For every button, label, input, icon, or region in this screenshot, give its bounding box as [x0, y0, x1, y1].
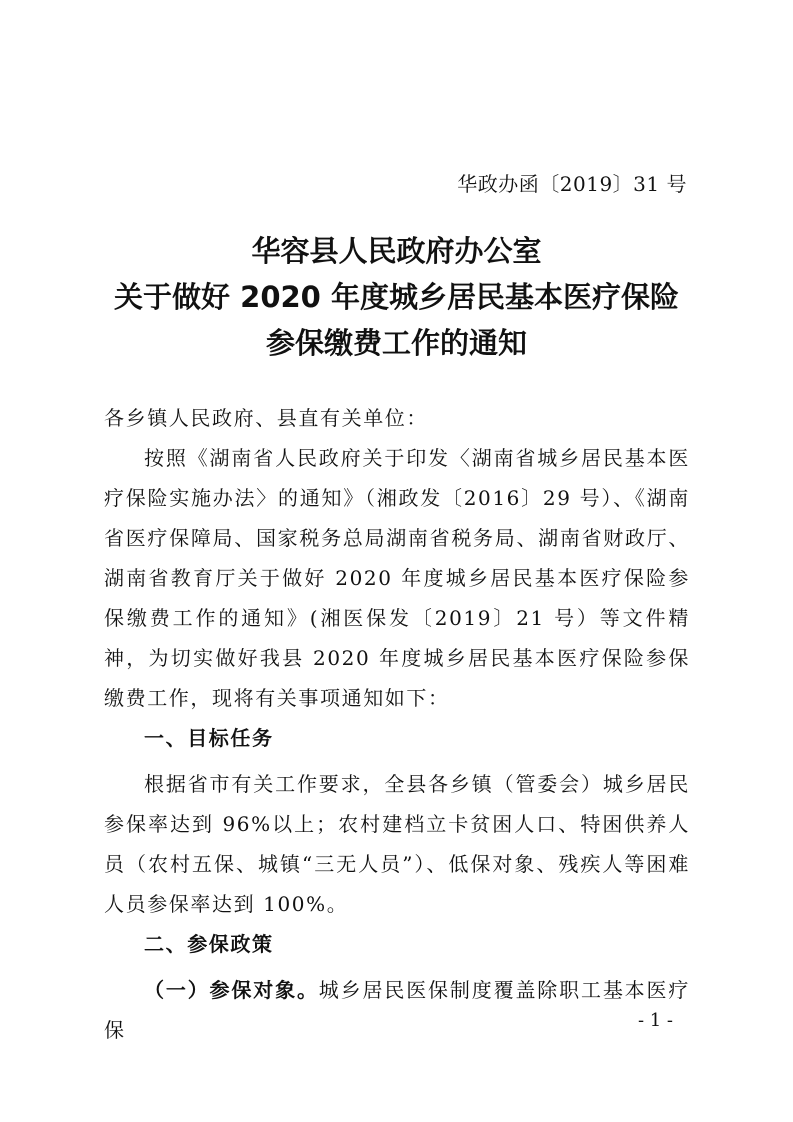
section-1-paragraph: 根据省市有关工作要求，全县各乡镇（管委会）城乡居民参保率达到 96%以上；农村建档立卡贫困人口、特困供养人员（农村五保、城镇“三无人员”）、低保对象、残疾人等困难人员参保率达到 100%。	[104, 772, 690, 916]
salutation: 各乡镇人民政府、县直有关单位：	[104, 406, 428, 430]
title-line-3: 参保缴费工作的通知	[265, 326, 527, 360]
intro-paragraph: 按照《湖南省人民政府关于印发〈湖南省城乡居民基本医疗保险实施办法〉的通知》（湘政发〔2016〕29 号）、《湖南省医疗保障局、国家税务总局湖南省税务局、湖南省财政厅、湖南省教育厅关于做好 2020 年度城乡居民基本医疗保险参保缴费工作的通知》(湘医保发〔2019〕21 号）等文件精神，为切实做好我县 2020 年度城乡居民基本医疗保险参保缴费工作，现将有关事项通知如下：	[104, 446, 690, 710]
document-body	[104, 398, 690, 1050]
section-2-heading: 二、参保政策	[144, 932, 274, 956]
section-2-item-1	[104, 970, 690, 1050]
document-number: 华政办函〔2019〕31 号	[457, 172, 687, 196]
title-line-1: 华容县人民政府办公室	[251, 234, 542, 268]
section-1-heading: 一、目标任务	[144, 726, 274, 750]
page-number: - 1 -	[637, 1010, 673, 1031]
document-title	[0, 228, 793, 366]
section-2-item-1-text: 城乡居民医保制度覆盖除职工基本医疗保	[104, 978, 690, 1042]
section-2-item-1-lead: （一）参保对象。	[144, 978, 319, 1002]
title-line-2: 关于做好 2020 年度城乡居民基本医疗保险	[114, 280, 679, 314]
